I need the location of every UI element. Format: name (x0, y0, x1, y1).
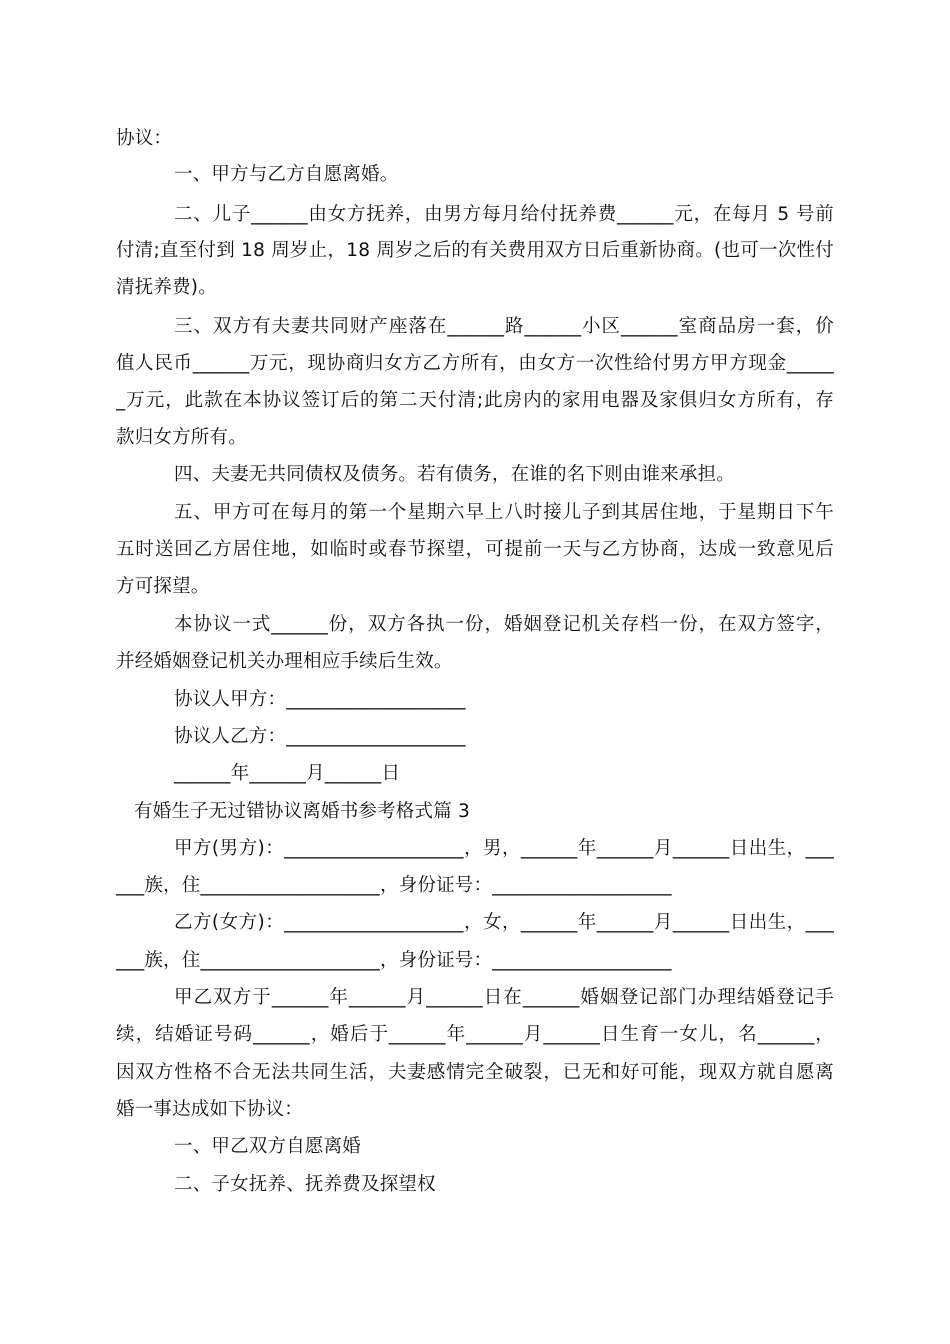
text-line: 清抚养费)。 (116, 277, 217, 298)
text-line: 甲方(男方)：___________________，男，______年______月______日出生，___ (174, 838, 834, 859)
date-line: ______年______月______日 (174, 763, 401, 784)
text-line: 四、夫妻无共同债权及债务。若有债务，在谁的名下则由谁来承担。 (174, 464, 736, 485)
text-line: 款归女方所有。 (116, 427, 247, 448)
text-line: 值人民币______万元，现协商归女方乙方所有，由女方一次性给付男方甲方现金_____ (116, 353, 834, 374)
text-line: 付清;直至付到 18 周岁止，18 周岁之后的有关费用双方日后重新协商。(也可一次性付 (116, 240, 834, 261)
text-line: 甲乙双方于______年______月______日在______婚姻登记部门办理结婚登记手 (174, 987, 834, 1008)
text-line: 协议： (116, 128, 173, 149)
text-line: 五时送回乙方居住地，如临时或春节探望，可提前一天与乙方协商，达成一致意见后 (116, 539, 834, 560)
text-line: 乙方(女方)：___________________，女，______年______月______日出生，___ (174, 912, 834, 933)
text-line: _万元，此款在本协议签订后的第二天付清;此房内的家用电器及家俱归女方所有，存 (116, 390, 834, 411)
text-line: 婚一事达成如下协议： (116, 1099, 304, 1120)
text-line: 一、甲方与乙方自愿离婚。 (174, 164, 399, 185)
text-line: 二、儿子______由女方抚养，由男方每月给付抚养费______元，在每月 5 号前 (174, 204, 834, 225)
text-line: 二、子女抚养、抚养费及探望权 (174, 1174, 436, 1195)
signature-line-party-b: 协议人乙方：___________________ (174, 726, 466, 747)
text-line: 因双方性格不合无法共同生活，夫妻感情完全破裂，已无和好可能，现双方就自愿离 (116, 1062, 834, 1083)
text-line: ___族，住___________________，身份证号：___________________ (116, 950, 672, 971)
text-line: 本协议一式______份，双方各执一份，婚姻登记机关存档一份，在双方签字， (174, 614, 834, 635)
signature-line-party-a: 协议人甲方：___________________ (174, 689, 466, 710)
text-line: 一、甲乙双方自愿离婚 (174, 1136, 362, 1157)
section-title: 有婚生子无过错协议离婚书参考格式篇 3 (134, 801, 470, 822)
text-line: 五、甲方可在每月的第一个星期六早上八时接儿子到其居住地，于星期日下午 (174, 502, 834, 523)
text-line: 并经婚姻登记机关办理相应手续后生效。 (116, 651, 453, 672)
text-line: 续，结婚证号码______，婚后于______年______月______日生育一女儿，名______， (116, 1024, 834, 1045)
text-line: 方可探望。 (116, 576, 210, 597)
text-line: 三、双方有夫妻共同财产座落在______路______小区______室商品房一套，价 (174, 316, 834, 337)
text-line: ___族，住___________________，身份证号：___________________ (116, 875, 672, 896)
